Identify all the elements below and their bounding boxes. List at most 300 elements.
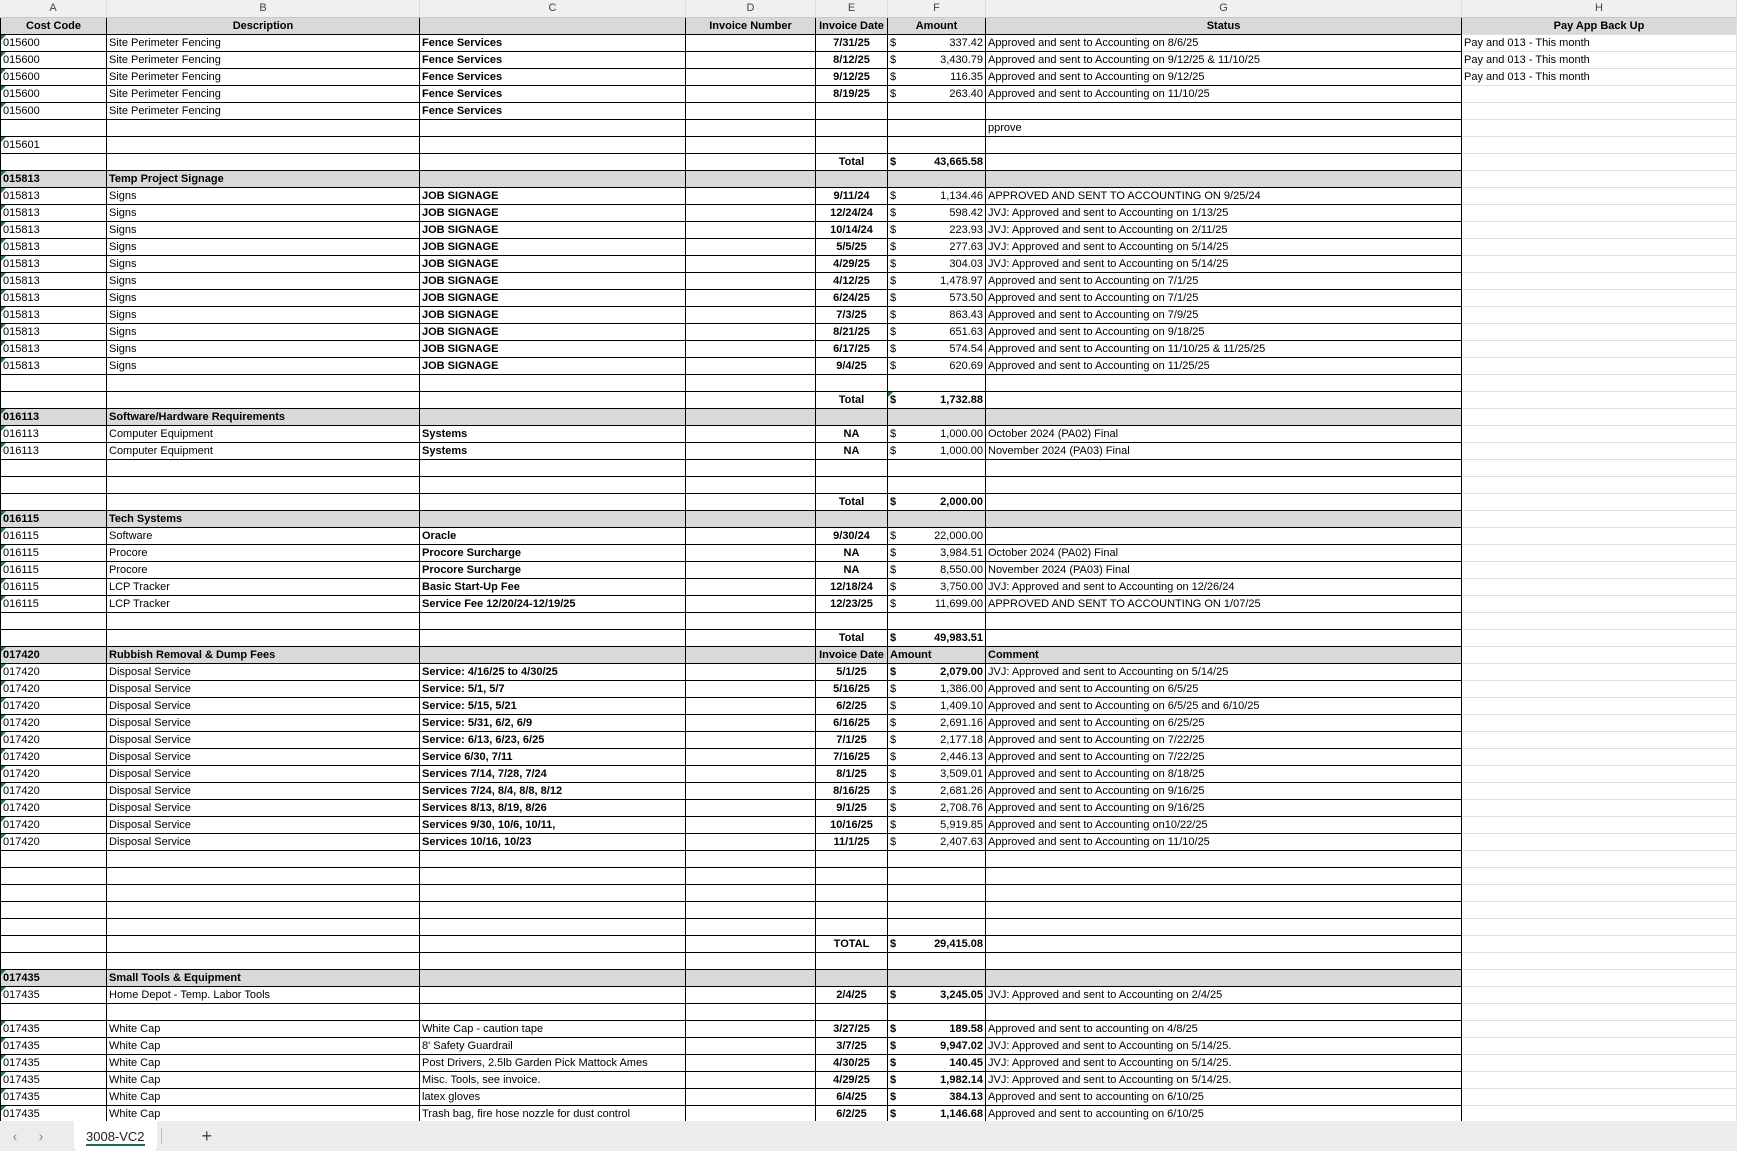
cell-pay-app-back-up[interactable] (1462, 630, 1737, 647)
cell-description[interactable]: Signs (107, 188, 420, 205)
cell-cost-code[interactable] (0, 868, 107, 885)
cell-description[interactable] (107, 392, 420, 409)
cell-invoice-number[interactable] (686, 52, 816, 69)
cell-invoice-date[interactable]: 8/21/25 (816, 324, 888, 341)
cell-item[interactable]: latex gloves (420, 1089, 686, 1106)
cell-amount[interactable] (888, 358, 986, 375)
column-letter-c[interactable]: C (420, 0, 686, 17)
cell-pay-app-back-up[interactable] (1462, 1021, 1737, 1038)
cell-pay-app-back-up[interactable] (1462, 392, 1737, 409)
cell-invoice-number[interactable] (686, 171, 816, 188)
cell-amount[interactable] (888, 562, 986, 579)
cell-invoice-number[interactable] (686, 817, 816, 834)
cell-invoice-number[interactable] (686, 460, 816, 477)
cell-amount[interactable] (888, 290, 986, 307)
cell-invoice-date[interactable]: NA (816, 426, 888, 443)
cell-amount[interactable] (888, 766, 986, 783)
cell-status[interactable]: Approved and sent to Accounting on 9/12/25 (986, 69, 1462, 86)
cell-item[interactable]: Service: 6/13, 6/23, 6/25 (420, 732, 686, 749)
cell-item[interactable]: Service 6/30, 7/11 (420, 749, 686, 766)
cell-invoice-number[interactable] (686, 341, 816, 358)
cell-description[interactable]: Procore (107, 545, 420, 562)
cell-cost-code[interactable]: 015813 (0, 341, 107, 358)
cell-cost-code[interactable]: 016115 (0, 579, 107, 596)
cell-description[interactable]: Site Perimeter Fencing (107, 86, 420, 103)
cell-pay-app-back-up[interactable] (1462, 273, 1737, 290)
cell-invoice-date[interactable] (816, 953, 888, 970)
cell-amount[interactable] (888, 120, 986, 137)
cell-status[interactable] (986, 477, 1462, 494)
cell-invoice-number[interactable] (686, 1055, 816, 1072)
cell-item[interactable]: Service Fee 12/20/24-12/19/25 (420, 596, 686, 613)
cell-invoice-date[interactable]: 2/4/25 (816, 987, 888, 1004)
cell-amount[interactable] (888, 834, 986, 851)
cell-item[interactable]: JOB SIGNAGE (420, 341, 686, 358)
cell-invoice-date[interactable] (816, 171, 888, 188)
cell-item[interactable]: Systems (420, 426, 686, 443)
cell-description[interactable]: LCP Tracker (107, 596, 420, 613)
cell-cost-code[interactable]: 017435 (0, 987, 107, 1004)
cell-amount[interactable] (888, 545, 986, 562)
cell-invoice-number[interactable] (686, 324, 816, 341)
cell-invoice-number[interactable] (686, 86, 816, 103)
cell-invoice-date[interactable]: 9/1/25 (816, 800, 888, 817)
cell-invoice-date[interactable]: 9/11/24 (816, 188, 888, 205)
cell-amount[interactable] (888, 256, 986, 273)
cell-pay-app-back-up[interactable] (1462, 613, 1737, 630)
cell-status[interactable]: JVJ: Approved and sent to Accounting on 5/14/25 (986, 664, 1462, 681)
cell-invoice-number[interactable] (686, 851, 816, 868)
cell-amount[interactable] (888, 732, 986, 749)
cell-cost-code[interactable]: 017420 (0, 681, 107, 698)
cell-invoice-date[interactable]: 8/16/25 (816, 783, 888, 800)
cell-amount[interactable] (888, 970, 986, 987)
cell-cost-code[interactable]: 015600 (0, 35, 107, 52)
cell-invoice-date[interactable]: 9/30/24 (816, 528, 888, 545)
cell-amount[interactable] (888, 171, 986, 188)
cell-invoice-date[interactable]: 6/2/25 (816, 1106, 888, 1123)
cell-status[interactable]: Approved and sent to Accounting on 8/6/25 (986, 35, 1462, 52)
cell-amount[interactable] (888, 205, 986, 222)
cell-invoice-date[interactable]: NA (816, 562, 888, 579)
cell-invoice-date[interactable]: 7/3/25 (816, 307, 888, 324)
cell-item[interactable] (420, 987, 686, 1004)
cell-pay-app-back-up[interactable] (1462, 545, 1737, 562)
cell-amount[interactable] (888, 392, 986, 409)
cell-invoice-number[interactable] (686, 1072, 816, 1089)
cell-invoice-number[interactable] (686, 1004, 816, 1021)
cell-item[interactable] (420, 647, 686, 664)
cell-invoice-number[interactable] (686, 732, 816, 749)
cell-item[interactable]: Fence Services (420, 86, 686, 103)
cell-pay-app-back-up[interactable] (1462, 154, 1737, 171)
cell-invoice-date[interactable]: Total (816, 494, 888, 511)
cell-amount[interactable] (888, 647, 986, 664)
cell-invoice-number[interactable] (686, 392, 816, 409)
cell-invoice-date[interactable]: 5/16/25 (816, 681, 888, 698)
cell-description[interactable]: Site Perimeter Fencing (107, 103, 420, 120)
cell-amount[interactable] (888, 783, 986, 800)
cell-item[interactable]: Service: 5/31, 6/2, 6/9 (420, 715, 686, 732)
cell-item[interactable]: Misc. Tools, see invoice. (420, 1072, 686, 1089)
cell-item[interactable] (420, 460, 686, 477)
cell-invoice-number[interactable] (686, 834, 816, 851)
cell-description[interactable]: Disposal Service (107, 817, 420, 834)
cell-item[interactable]: Service: 4/16/25 to 4/30/25 (420, 664, 686, 681)
header-c[interactable] (420, 18, 686, 35)
cell-pay-app-back-up[interactable] (1462, 494, 1737, 511)
cell-cost-code[interactable]: 017420 (0, 664, 107, 681)
header-status[interactable]: Status (986, 18, 1462, 35)
cell-pay-app-back-up[interactable] (1462, 919, 1737, 936)
cell-description[interactable] (107, 851, 420, 868)
cell-invoice-date[interactable]: 4/12/25 (816, 273, 888, 290)
cell-cost-code[interactable]: 016113 (0, 426, 107, 443)
cell-pay-app-back-up[interactable] (1462, 851, 1737, 868)
cell-cost-code[interactable] (0, 494, 107, 511)
cell-pay-app-back-up[interactable] (1462, 1055, 1737, 1072)
cell-pay-app-back-up[interactable] (1462, 1004, 1737, 1021)
cell-description[interactable]: Rubbish Removal & Dump Fees (107, 647, 420, 664)
cell-cost-code[interactable] (0, 120, 107, 137)
cell-invoice-number[interactable] (686, 749, 816, 766)
cell-pay-app-back-up[interactable] (1462, 885, 1737, 902)
sheet-tab-active[interactable] (74, 1121, 157, 1151)
cell-item[interactable]: JOB SIGNAGE (420, 358, 686, 375)
cell-invoice-date[interactable]: 3/27/25 (816, 1021, 888, 1038)
cell-cost-code[interactable] (0, 953, 107, 970)
cell-status[interactable]: Approved and sent to Accounting on 9/16/25 (986, 783, 1462, 800)
cell-status[interactable]: Approved and sent to Accounting on 6/5/25 (986, 681, 1462, 698)
cell-invoice-number[interactable] (686, 477, 816, 494)
cell-status[interactable] (986, 868, 1462, 885)
cell-pay-app-back-up[interactable] (1462, 596, 1737, 613)
cell-amount[interactable] (888, 596, 986, 613)
cell-item[interactable] (420, 409, 686, 426)
column-letter-b[interactable]: B (107, 0, 420, 17)
cell-item[interactable] (420, 902, 686, 919)
cell-description[interactable]: Signs (107, 290, 420, 307)
cell-pay-app-back-up[interactable] (1462, 681, 1737, 698)
cell-invoice-number[interactable] (686, 970, 816, 987)
cell-invoice-date[interactable] (816, 613, 888, 630)
cell-invoice-number[interactable] (686, 800, 816, 817)
cell-item[interactable]: White Cap - caution tape (420, 1021, 686, 1038)
cell-invoice-date[interactable] (816, 511, 888, 528)
cell-cost-code[interactable] (0, 902, 107, 919)
cell-item[interactable]: Fence Services (420, 69, 686, 86)
cell-invoice-number[interactable] (686, 137, 816, 154)
cell-pay-app-back-up[interactable] (1462, 647, 1737, 664)
cell-amount[interactable] (888, 953, 986, 970)
cell-amount[interactable] (888, 1055, 986, 1072)
cell-invoice-number[interactable] (686, 239, 816, 256)
cell-status[interactable]: Approved and sent to Accounting on 7/9/25 (986, 307, 1462, 324)
cell-description[interactable]: Signs (107, 222, 420, 239)
cell-invoice-date[interactable]: 6/16/25 (816, 715, 888, 732)
cell-cost-code[interactable]: 017420 (0, 800, 107, 817)
cell-description[interactable] (107, 137, 420, 154)
cell-invoice-date[interactable] (816, 460, 888, 477)
cell-pay-app-back-up[interactable] (1462, 749, 1737, 766)
cell-invoice-date[interactable]: 5/5/25 (816, 239, 888, 256)
cell-status[interactable] (986, 885, 1462, 902)
cell-item[interactable]: Services 10/16, 10/23 (420, 834, 686, 851)
cell-cost-code[interactable]: 016115 (0, 545, 107, 562)
cell-pay-app-back-up[interactable] (1462, 103, 1737, 120)
cell-amount[interactable] (888, 511, 986, 528)
cell-invoice-number[interactable] (686, 222, 816, 239)
cell-amount[interactable] (888, 630, 986, 647)
cell-invoice-date[interactable] (816, 902, 888, 919)
cell-description[interactable]: White Cap (107, 1021, 420, 1038)
cell-amount[interactable] (888, 460, 986, 477)
cell-cost-code[interactable]: 017420 (0, 783, 107, 800)
cell-amount[interactable] (888, 341, 986, 358)
cell-cost-code[interactable]: 015813 (0, 222, 107, 239)
cell-amount[interactable] (888, 868, 986, 885)
cell-invoice-number[interactable] (686, 307, 816, 324)
cell-status[interactable]: Approved and sent to Accounting on10/22/25 (986, 817, 1462, 834)
cell-invoice-date[interactable]: Total (816, 630, 888, 647)
cell-cost-code[interactable]: 017435 (0, 970, 107, 987)
cell-description[interactable]: Signs (107, 341, 420, 358)
cell-pay-app-back-up[interactable] (1462, 562, 1737, 579)
next-sheet-icon[interactable]: › (38, 1128, 44, 1144)
cell-invoice-date[interactable]: 6/17/25 (816, 341, 888, 358)
cell-item[interactable] (420, 375, 686, 392)
cell-status[interactable] (986, 511, 1462, 528)
cell-description[interactable] (107, 494, 420, 511)
cell-description[interactable]: Disposal Service (107, 698, 420, 715)
cell-item[interactable]: Basic Start-Up Fee (420, 579, 686, 596)
cell-amount[interactable] (888, 749, 986, 766)
cell-invoice-number[interactable] (686, 511, 816, 528)
cell-cost-code[interactable] (0, 885, 107, 902)
cell-invoice-number[interactable] (686, 562, 816, 579)
cell-invoice-number[interactable] (686, 953, 816, 970)
cell-invoice-date[interactable]: 12/18/24 (816, 579, 888, 596)
cell-pay-app-back-up[interactable]: Pay and 013 - This month (1462, 69, 1737, 86)
cell-description[interactable]: White Cap (107, 1038, 420, 1055)
cell-status[interactable] (986, 919, 1462, 936)
cell-invoice-date[interactable]: 11/1/25 (816, 834, 888, 851)
cell-pay-app-back-up[interactable] (1462, 902, 1737, 919)
cell-invoice-number[interactable] (686, 1021, 816, 1038)
cell-description[interactable] (107, 375, 420, 392)
cell-description[interactable]: Signs (107, 324, 420, 341)
cell-item[interactable]: JOB SIGNAGE (420, 256, 686, 273)
cell-pay-app-back-up[interactable] (1462, 426, 1737, 443)
cell-item[interactable]: 8' Safety Guardrail (420, 1038, 686, 1055)
cell-cost-code[interactable]: 015813 (0, 273, 107, 290)
cell-description[interactable]: Signs (107, 256, 420, 273)
cell-status[interactable] (986, 392, 1462, 409)
cell-invoice-date[interactable]: 4/29/25 (816, 256, 888, 273)
cell-pay-app-back-up[interactable] (1462, 715, 1737, 732)
cell-amount[interactable] (888, 715, 986, 732)
cell-item[interactable]: Fence Services (420, 35, 686, 52)
cell-description[interactable]: Site Perimeter Fencing (107, 69, 420, 86)
cell-invoice-date[interactable] (816, 103, 888, 120)
cell-amount[interactable] (888, 919, 986, 936)
cell-invoice-date[interactable]: 12/23/25 (816, 596, 888, 613)
cell-invoice-number[interactable] (686, 698, 816, 715)
cell-status[interactable]: Approved and sent to Accounting on 11/25/25 (986, 358, 1462, 375)
cell-item[interactable]: JOB SIGNAGE (420, 222, 686, 239)
cell-item[interactable]: Oracle (420, 528, 686, 545)
cell-pay-app-back-up[interactable] (1462, 664, 1737, 681)
cell-cost-code[interactable]: 016115 (0, 528, 107, 545)
cell-item[interactable]: JOB SIGNAGE (420, 205, 686, 222)
cell-invoice-date[interactable]: 8/1/25 (816, 766, 888, 783)
cell-description[interactable] (107, 630, 420, 647)
cell-amount[interactable] (888, 307, 986, 324)
cell-pay-app-back-up[interactable] (1462, 732, 1737, 749)
cell-invoice-date[interactable]: 8/19/25 (816, 86, 888, 103)
cell-item[interactable] (420, 885, 686, 902)
cell-status[interactable] (986, 902, 1462, 919)
cell-description[interactable] (107, 953, 420, 970)
cell-item[interactable] (420, 613, 686, 630)
cell-amount[interactable] (888, 885, 986, 902)
cell-invoice-number[interactable] (686, 902, 816, 919)
cell-pay-app-back-up[interactable] (1462, 324, 1737, 341)
cell-invoice-number[interactable] (686, 35, 816, 52)
cell-description[interactable]: Site Perimeter Fencing (107, 35, 420, 52)
cell-status[interactable]: JVJ: Approved and sent to Accounting on 5/14/25. (986, 1072, 1462, 1089)
cell-amount[interactable] (888, 273, 986, 290)
cell-description[interactable]: White Cap (107, 1055, 420, 1072)
cell-cost-code[interactable]: 015813 (0, 307, 107, 324)
cell-item[interactable] (420, 392, 686, 409)
cell-status[interactable]: JVJ: Approved and sent to Accounting on 5/14/25. (986, 1055, 1462, 1072)
cell-status[interactable] (986, 851, 1462, 868)
add-sheet-icon[interactable]: + (201, 1125, 213, 1146)
cell-item[interactable]: Procore Surcharge (420, 562, 686, 579)
cell-item[interactable] (420, 120, 686, 137)
cell-amount[interactable] (888, 1072, 986, 1089)
cell-amount[interactable] (888, 851, 986, 868)
cell-invoice-date[interactable] (816, 885, 888, 902)
cell-pay-app-back-up[interactable] (1462, 409, 1737, 426)
cell-item[interactable]: Services 8/13, 8/19, 8/26 (420, 800, 686, 817)
cell-cost-code[interactable]: 015600 (0, 103, 107, 120)
cell-invoice-number[interactable] (686, 919, 816, 936)
cell-pay-app-back-up[interactable] (1462, 307, 1737, 324)
cell-invoice-date[interactable] (816, 1004, 888, 1021)
cell-pay-app-back-up[interactable] (1462, 86, 1737, 103)
cell-invoice-date[interactable]: 7/1/25 (816, 732, 888, 749)
cell-invoice-date[interactable] (816, 137, 888, 154)
cell-invoice-number[interactable] (686, 664, 816, 681)
cell-amount[interactable] (888, 52, 986, 69)
cell-description[interactable]: Tech Systems (107, 511, 420, 528)
cell-invoice-number[interactable] (686, 358, 816, 375)
cell-item[interactable] (420, 494, 686, 511)
cell-description[interactable] (107, 120, 420, 137)
cell-description[interactable]: Computer Equipment (107, 443, 420, 460)
cell-cost-code[interactable] (0, 613, 107, 630)
cell-item[interactable] (420, 970, 686, 987)
cell-item[interactable]: Services 7/14, 7/28, 7/24 (420, 766, 686, 783)
cell-amount[interactable] (888, 409, 986, 426)
cell-pay-app-back-up[interactable] (1462, 460, 1737, 477)
cell-description[interactable]: Signs (107, 239, 420, 256)
cell-pay-app-back-up[interactable] (1462, 375, 1737, 392)
cell-status[interactable]: Approved and sent to Accounting on 9/16/25 (986, 800, 1462, 817)
cell-invoice-date[interactable]: NA (816, 545, 888, 562)
cell-cost-code[interactable]: 017420 (0, 817, 107, 834)
cell-cost-code[interactable] (0, 392, 107, 409)
cell-pay-app-back-up[interactable] (1462, 171, 1737, 188)
cell-invoice-date[interactable]: 7/31/25 (816, 35, 888, 52)
cell-item[interactable]: Systems (420, 443, 686, 460)
cell-item[interactable] (420, 868, 686, 885)
cell-amount[interactable] (888, 681, 986, 698)
cell-amount[interactable] (888, 987, 986, 1004)
cell-invoice-date[interactable] (816, 868, 888, 885)
cell-item[interactable] (420, 477, 686, 494)
cell-invoice-date[interactable]: 4/29/25 (816, 1072, 888, 1089)
cell-cost-code[interactable]: 015813 (0, 358, 107, 375)
cell-status[interactable]: Approved and sent to Accounting on 9/18/25 (986, 324, 1462, 341)
cell-pay-app-back-up[interactable] (1462, 936, 1737, 953)
cell-item[interactable]: Service: 5/1, 5/7 (420, 681, 686, 698)
cell-pay-app-back-up[interactable] (1462, 120, 1737, 137)
cell-cost-code[interactable] (0, 919, 107, 936)
cell-cost-code[interactable]: 015813 (0, 205, 107, 222)
cell-cost-code[interactable]: 017435 (0, 1072, 107, 1089)
column-letter-f[interactable]: F (888, 0, 986, 17)
cell-cost-code[interactable]: 016115 (0, 511, 107, 528)
cell-description[interactable]: Disposal Service (107, 732, 420, 749)
cell-cost-code[interactable]: 017435 (0, 1089, 107, 1106)
cell-cost-code[interactable]: 016113 (0, 409, 107, 426)
cell-item[interactable]: JOB SIGNAGE (420, 188, 686, 205)
cell-invoice-number[interactable] (686, 256, 816, 273)
cell-description[interactable] (107, 1004, 420, 1021)
cell-invoice-date[interactable] (816, 477, 888, 494)
cell-cost-code[interactable]: 017435 (0, 1055, 107, 1072)
cell-item[interactable] (420, 953, 686, 970)
cell-invoice-number[interactable] (686, 103, 816, 120)
cell-cost-code[interactable] (0, 1004, 107, 1021)
cell-status[interactable]: Approved and sent to accounting on 6/10/25 (986, 1089, 1462, 1106)
cell-amount[interactable] (888, 324, 986, 341)
cell-item[interactable]: Procore Surcharge (420, 545, 686, 562)
cell-status[interactable]: pprove (986, 120, 1462, 137)
cell-pay-app-back-up[interactable] (1462, 443, 1737, 460)
cell-invoice-date[interactable]: Invoice Date (816, 647, 888, 664)
cell-description[interactable] (107, 902, 420, 919)
cell-cost-code[interactable]: 016113 (0, 443, 107, 460)
cell-item[interactable] (420, 936, 686, 953)
cell-amount[interactable] (888, 188, 986, 205)
cell-cost-code[interactable]: 015813 (0, 324, 107, 341)
cell-amount[interactable] (888, 222, 986, 239)
cell-invoice-number[interactable] (686, 120, 816, 137)
cell-status[interactable] (986, 171, 1462, 188)
cell-invoice-date[interactable]: 9/12/25 (816, 69, 888, 86)
cell-item[interactable]: Post Drivers, 2.5lb Garden Pick Mattock Ames (420, 1055, 686, 1072)
cell-cost-code[interactable]: 015601 (0, 137, 107, 154)
cell-invoice-number[interactable] (686, 936, 816, 953)
cell-pay-app-back-up[interactable] (1462, 358, 1737, 375)
cell-invoice-number[interactable] (686, 188, 816, 205)
cell-invoice-number[interactable] (686, 681, 816, 698)
cell-description[interactable]: Disposal Service (107, 664, 420, 681)
